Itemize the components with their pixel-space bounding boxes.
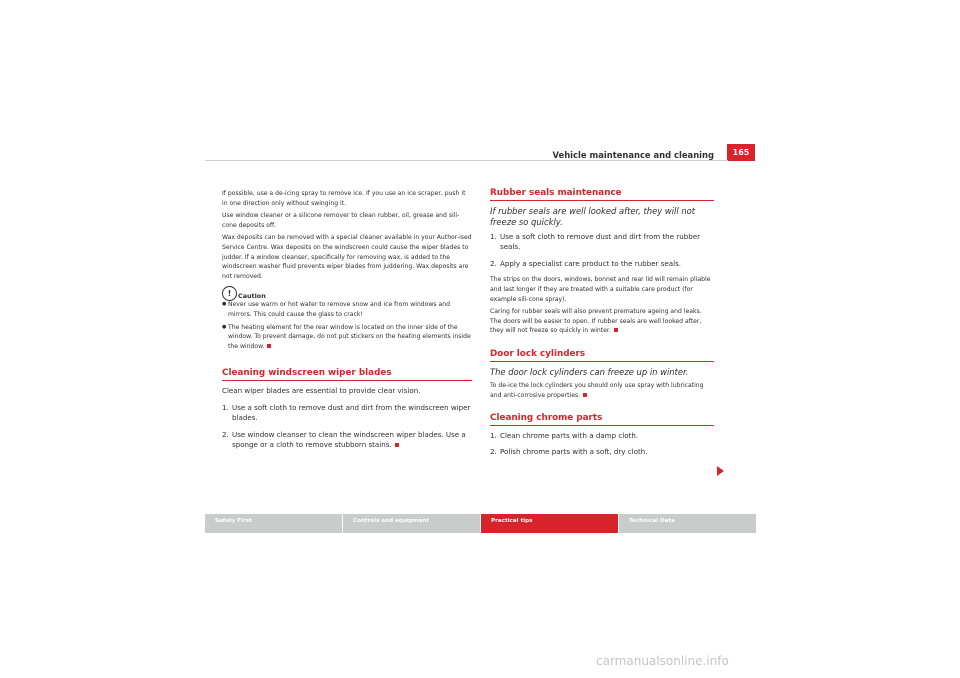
next-page-arrow-icon	[717, 466, 724, 476]
paragraph: The strips on the doors, windows, bonnet and rear lid will remain pliable and last longer if they are treated with a suitable care product (for example sili-cone spray).	[490, 276, 711, 303]
footer-tab-technical-data[interactable]: Technical Data	[619, 514, 756, 533]
lock-subhead: The door lock cylinders can freeze up in winter.	[490, 366, 689, 377]
paragraph: Caring for rubber seals will also prevent premature ageing and leaks. The doors will be easier to open. If rubber seals are well looked after, they will not freeze so quickly in winter.	[490, 308, 702, 335]
footer-tab-safety-first[interactable]: Safety First	[205, 514, 342, 533]
rubber-step: 1. Use a soft cloth to remove dust and dirt from the rubber seals.	[490, 231, 700, 252]
section-heading-rubber: Rubber seals maintenance	[490, 189, 714, 201]
end-mark-icon	[614, 328, 618, 332]
caution-item: ● Never use warm or hot water to remove snow and ice from windows and mirrors. This could cause the glass to crack!	[222, 300, 472, 319]
paragraph: Use window cleaner or a silicone remover to clean rubber, oil, grease and sili-cone deposits off.	[222, 212, 460, 229]
caution-icon: !	[222, 286, 237, 301]
rubber-subhead: If rubber seals are well looked after, they will not freeze so quickly.	[490, 205, 696, 228]
caution-header	[222, 286, 472, 300]
paragraph: Wax deposits can be removed with a special cleaner available in your Author-ised Service Centre. Wax deposits on the windscreen could cause the wiper blades to judder. If a window cleanser, specifically for removing wax, is added to the windscreen washer fluid prevents wiper blades from juddering. Wax deposits are not removed.	[222, 234, 472, 280]
section-heading-wiper: Cleaning windscreen wiper blades	[222, 369, 472, 381]
section-heading-lock: Door lock cylinders	[490, 350, 714, 362]
end-mark-icon	[395, 443, 399, 447]
paragraph: To de-ice the lock cylinders you should only use spray with lubricating and anti-corrosive properties.	[490, 382, 704, 399]
chrome-step: 1. Clean chrome parts with a damp cloth.	[490, 430, 639, 440]
paragraph: If possible, use a de-icing spray to remove ice. If you use an ice scraper, push it in one direction only without swinging it.	[222, 190, 466, 207]
left-column	[222, 189, 472, 457]
wiper-intro: Clean wiper blades are essential to provide clear vision.	[222, 385, 421, 395]
end-mark-icon	[267, 344, 271, 348]
rubber-step: 2. Apply a specialist care product to the rubber seals.	[490, 258, 682, 268]
wiper-step: 2. Use window cleanser to clean the windscreen wiper blades. Use a sponge or a cloth to remove stubborn stains.	[222, 429, 466, 450]
caution-label: Caution	[238, 292, 266, 301]
caution-item: ● The heating element for the rear window is located on the inner side of the window. To prevent damage, do not put stickers on the heating elements inside the window.	[222, 323, 472, 352]
page-number: 165	[727, 144, 755, 161]
page-header-title: Vehicle maintenance and cleaning	[552, 150, 714, 160]
watermark: carmanualsonline.info	[596, 654, 729, 668]
end-mark-icon	[583, 393, 587, 397]
chrome-step: 2. Polish chrome parts with a soft, dry cloth.	[490, 447, 648, 457]
right-column	[490, 189, 714, 464]
footer-nav	[205, 514, 756, 533]
section-heading-chrome: Cleaning chrome parts	[490, 414, 714, 426]
header-rule	[205, 160, 728, 161]
footer-tab-practical-tips[interactable]: Practical tips	[481, 514, 618, 533]
wiper-step: 1. Use a soft cloth to remove dust and dirt from the windscreen wiper blades.	[222, 402, 471, 423]
footer-tab-controls[interactable]: Controls and equipment	[343, 514, 480, 533]
